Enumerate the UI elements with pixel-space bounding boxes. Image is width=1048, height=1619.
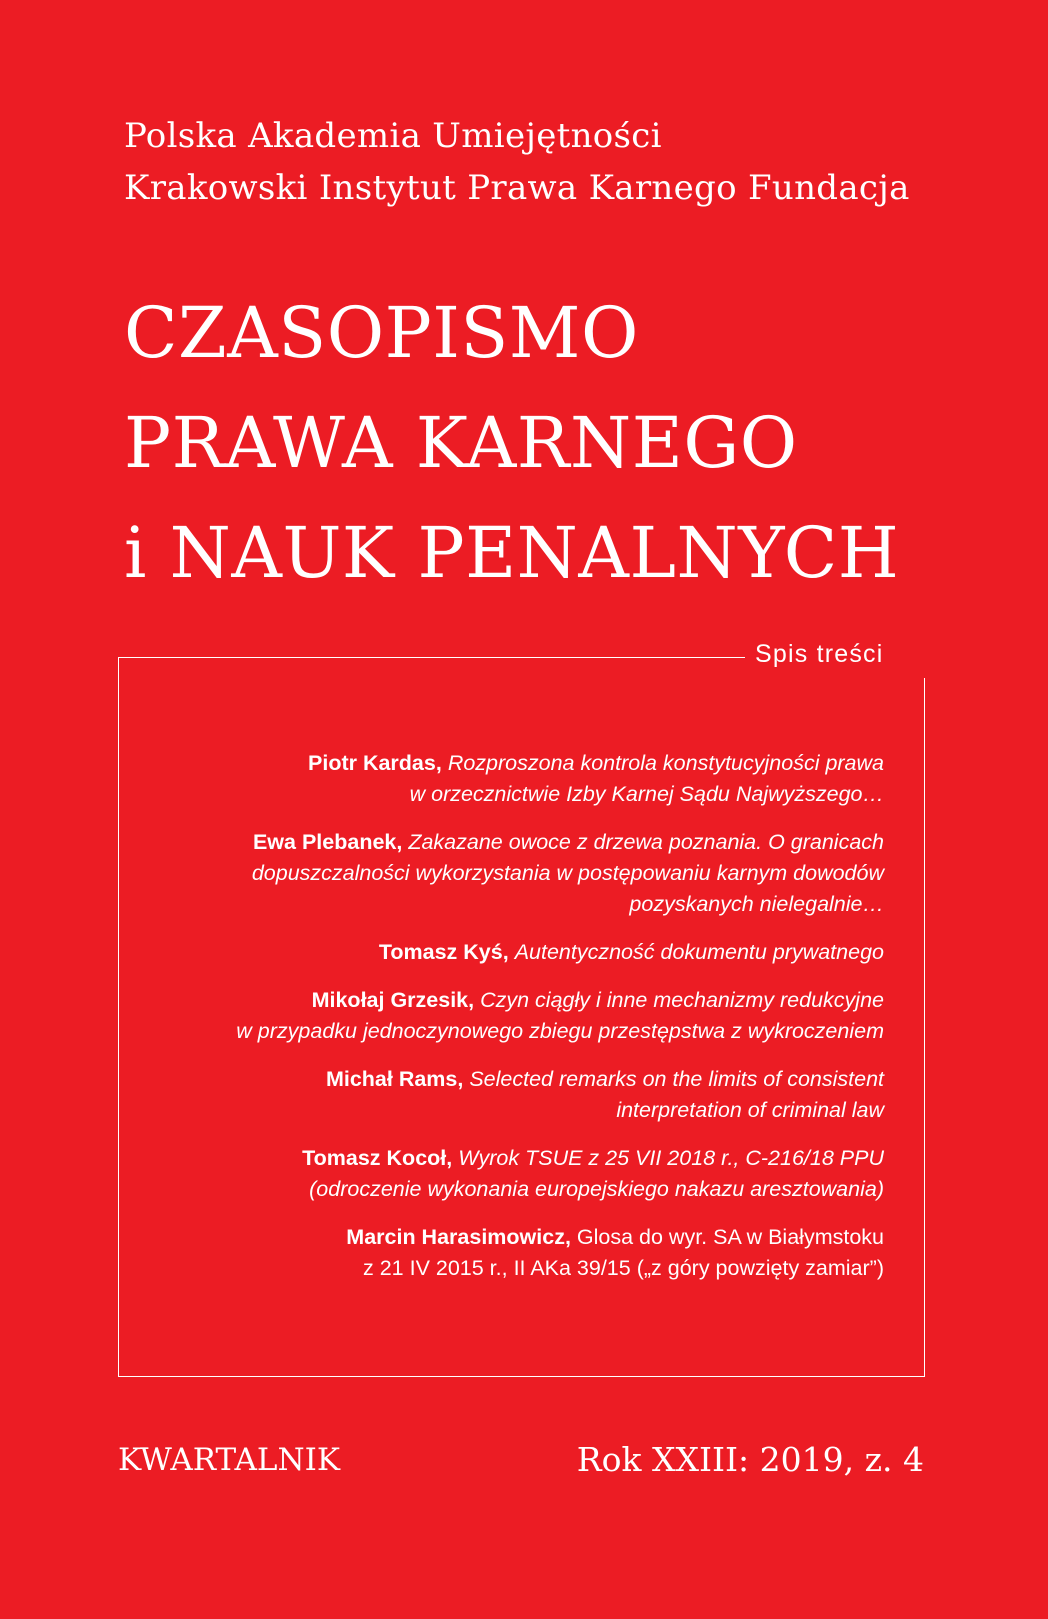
entry-author: Piotr Kardas, (308, 751, 442, 775)
entry-title: dopuszczalności wykorzystania w postępowaniu karnym dowodów (251, 861, 884, 885)
publisher-block (124, 110, 910, 214)
journal-title-line: CZASOPISMO (124, 292, 639, 374)
periodicity-label: KWARTALNIK (118, 1442, 341, 1478)
issue-label: Rok XXIII: 2019, z. 4 (576, 1440, 924, 1479)
entry-title: Glosa do wyr. SA w Białymstoku (576, 1225, 884, 1249)
entry-title: z 21 IV 2015 r., II AKa 39/15 („z góry powzięty zamiar”) (362, 1256, 884, 1280)
toc-heading: Spis treści (755, 640, 884, 668)
entry-title: w orzecznictwie Izby Karnej Sądu Najwyższego… (409, 782, 884, 806)
entry-author: Tomasz Kyś, (378, 940, 509, 964)
entry-author: Michał Rams, (325, 1067, 464, 1091)
toc-entries (184, 748, 884, 1301)
toc-entry (184, 1064, 884, 1126)
entry-author: Marcin Harasimowicz, (346, 1225, 571, 1249)
toc-entry (184, 1143, 884, 1205)
toc-entry (184, 985, 884, 1047)
institution-name: Krakowski Instytut Prawa Karnego Fundacja (124, 168, 910, 208)
entry-title: Wyrok TSUE z 25 VII 2018 r., C-216/18 PPU (458, 1146, 884, 1170)
toc-frame-top-rule (118, 657, 745, 658)
entry-title: Selected remarks on the limits of consistent (469, 1067, 884, 1091)
journal-title (124, 278, 899, 608)
toc-entry (184, 827, 884, 920)
entry-author: Mikołaj Grzesik, (311, 988, 475, 1012)
toc-entry (184, 937, 884, 968)
entry-author: Tomasz Kocoł, (302, 1146, 453, 1170)
entry-title: (odroczenie wykonania europejskiego nakazu aresztowania) (309, 1177, 884, 1201)
entry-title: interpretation of criminal law (616, 1098, 884, 1122)
journal-title-line: PRAWA KARNEGO (124, 402, 798, 484)
entry-title: Autentyczność dokumentu prywatnego (514, 940, 884, 964)
entry-title: Rozproszona kontrola konstytucyjności prawa (447, 751, 884, 775)
toc-entry (184, 748, 884, 810)
institution-name: Polska Akademia Umiejętności (124, 116, 662, 156)
entry-author: Ewa Plebanek, (252, 830, 403, 854)
toc-entry (184, 1222, 884, 1284)
entry-title: pozyskanych nielegalnie… (629, 892, 884, 916)
journal-title-line: i NAUK PENALNYCH (124, 512, 900, 594)
entry-title: Zakazane owoce z drzewa poznania. O granicach (408, 830, 884, 854)
entry-title: Czyn ciągły i inne mechanizmy redukcyjne (480, 988, 884, 1012)
entry-title: w przypadku jednoczynowego zbiegu przestępstwa z wykroczeniem (236, 1019, 884, 1043)
toc-frame-right-rule (924, 678, 925, 1377)
